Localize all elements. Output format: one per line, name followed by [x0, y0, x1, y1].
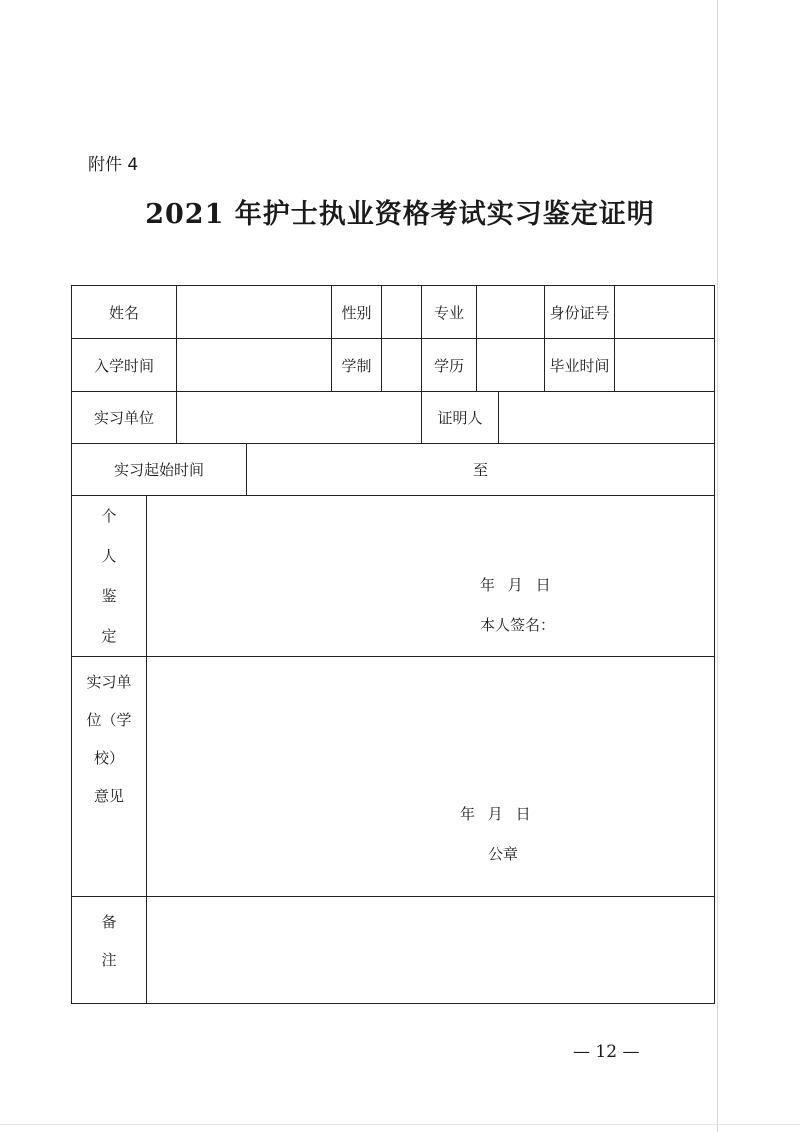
intern-unit-field[interactable]: [177, 392, 422, 444]
official-seal: 公章: [488, 845, 519, 863]
major-label: 专业: [422, 286, 477, 339]
remarks-label-char: 备: [101, 913, 117, 931]
name-field[interactable]: [177, 286, 332, 339]
unit-opinion-field[interactable]: [147, 657, 715, 897]
self-eval-label-char: 人: [101, 547, 117, 565]
remarks-field[interactable]: [147, 897, 715, 1004]
graduate-time-field[interactable]: [615, 339, 715, 392]
id-number-label: 身份证号: [545, 286, 615, 339]
gender-field[interactable]: [382, 286, 422, 339]
row-intern-unit: [72, 392, 715, 444]
attachment-label: 附件 4: [88, 155, 139, 175]
intern-period-label: 实习起始时间: [72, 444, 247, 496]
page-edge-line: [717, 0, 718, 1132]
witness-label: 证明人: [422, 392, 499, 444]
self-eval-date: [480, 574, 551, 595]
graduate-time-label: 毕业时间: [545, 339, 615, 392]
date-day: 日: [515, 805, 531, 823]
internship-form-table: [71, 285, 715, 1004]
self-evaluation-field[interactable]: [147, 496, 715, 657]
date-day: 日: [535, 576, 551, 594]
remarks-label: [72, 897, 147, 1004]
date-month: 月: [507, 576, 523, 594]
date-year: 年: [460, 805, 476, 823]
intern-unit-label: 实习单位: [72, 392, 177, 444]
row-basic-info: [72, 286, 715, 339]
gender-label: 性别: [332, 286, 382, 339]
duration-label: 学制: [332, 339, 382, 392]
unit-opinion-label: [72, 657, 147, 897]
document-title: 2021 年护士执业资格考试实习鉴定证明: [145, 199, 655, 230]
row-education-info: [72, 339, 715, 392]
row-remarks: [72, 897, 715, 1004]
unit-opinion-label-line: 校）: [93, 749, 124, 767]
self-eval-label-char: 个: [101, 507, 117, 525]
date-year: 年: [480, 576, 496, 594]
unit-opinion-label-line: 实习单: [86, 673, 132, 691]
education-label: 学历: [422, 339, 477, 392]
unit-opinion-label-line: 意见: [93, 787, 124, 805]
row-self-evaluation: [72, 496, 715, 657]
duration-field[interactable]: [382, 339, 422, 392]
witness-field[interactable]: [499, 392, 715, 444]
enroll-time-label: 入学时间: [72, 339, 177, 392]
page-bottom-edge: [0, 1124, 800, 1125]
enroll-time-field[interactable]: [177, 339, 332, 392]
date-month: 月: [487, 805, 503, 823]
self-evaluation-label: [72, 496, 147, 657]
period-to-text: 至: [473, 461, 489, 479]
intern-period-field[interactable]: [247, 444, 715, 496]
page-number: — 12 —: [573, 1042, 640, 1062]
education-field[interactable]: [477, 339, 545, 392]
self-signature: 本人签名：: [480, 616, 556, 634]
id-number-field[interactable]: [615, 286, 715, 339]
name-label: 姓名: [72, 286, 177, 339]
row-unit-opinion: [72, 657, 715, 897]
self-eval-label-char: 鉴: [101, 587, 117, 605]
row-intern-period: [72, 444, 715, 496]
self-eval-label-char: 定: [101, 627, 117, 645]
major-field[interactable]: [477, 286, 545, 339]
unit-opinion-label-line: 位（学: [86, 711, 132, 729]
remarks-label-char: 注: [101, 951, 117, 969]
unit-opinion-date: [460, 803, 531, 824]
